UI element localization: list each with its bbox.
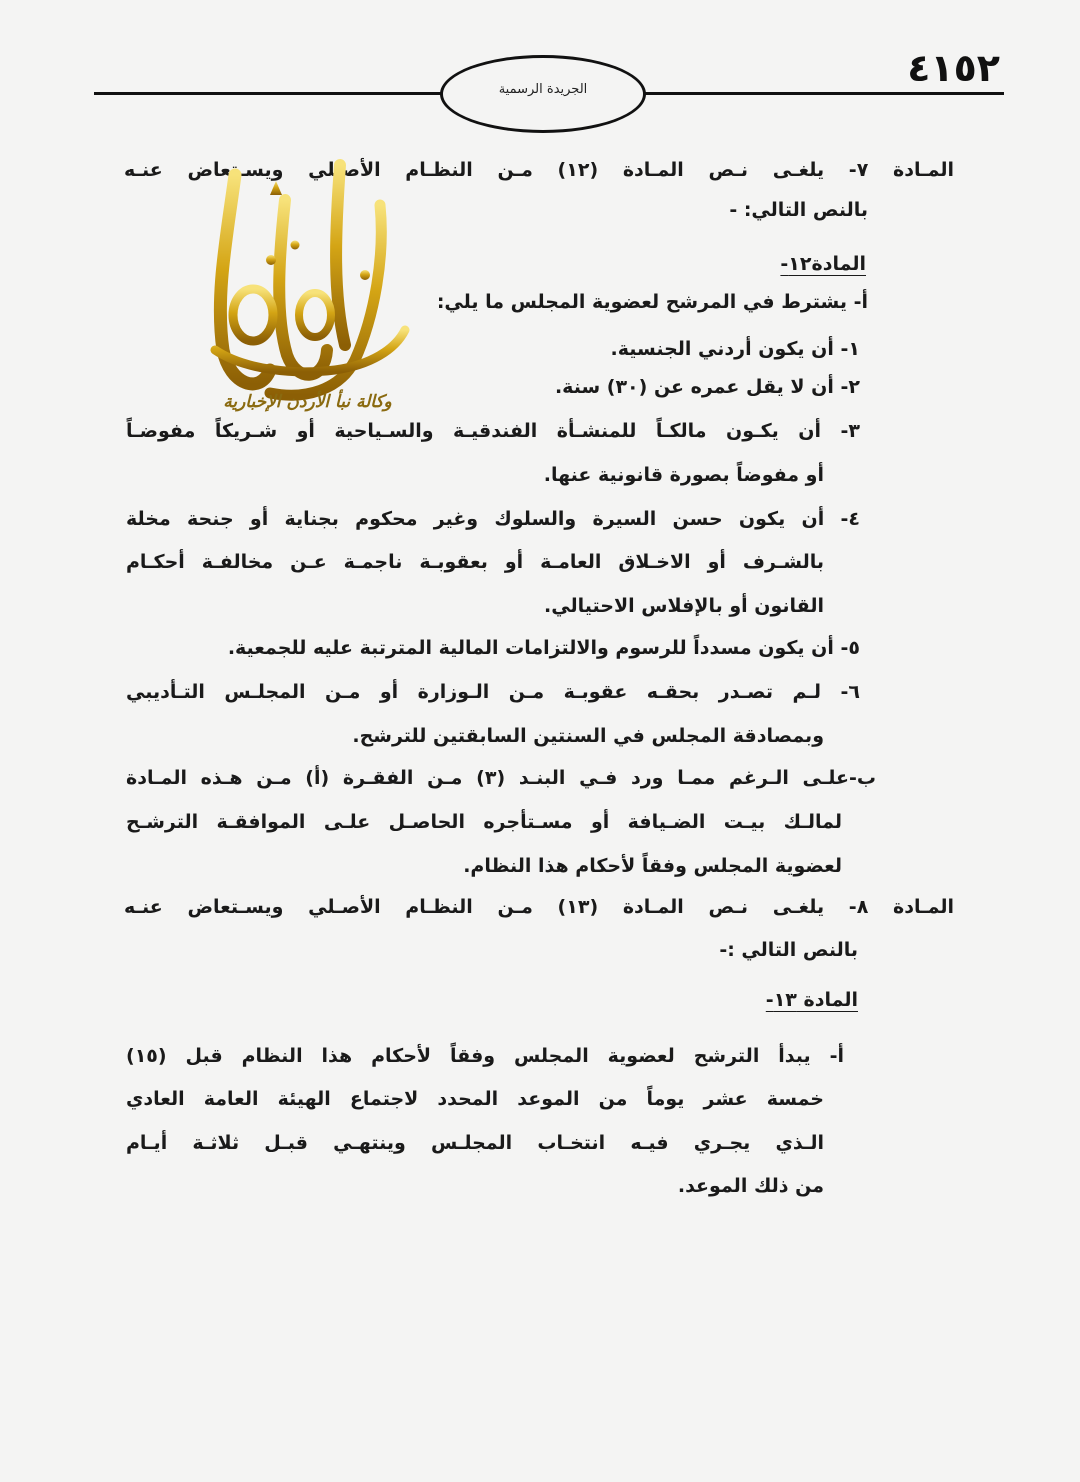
article13-item-a-line4: من ذلك الموعد.	[677, 1175, 824, 1197]
article12-item-4-line2: بالشـرف أو الاخـلاق العامـة أو بعقوبـة ناجمـة عـن مخالفـة أحكـام	[126, 551, 824, 573]
article12-item-b-line2: لمالـك بيـت الضـيافة أو مسـتأجره الحاصـل علـى الموافقـة الترشـح	[126, 811, 842, 833]
watermark-caption: وكالة نبأ الأردن الإخبارية	[223, 392, 392, 412]
article13-item-a-line2: خمسة عشر يوماً من الموعد المحدد لاجتماع الهيئة العامة العادي	[126, 1088, 824, 1110]
article13-item-a-line3: الـذي يجـري فيـه انتخـاب المجلـس وينتهـي قبـل ثلاثـة أيـام	[126, 1132, 824, 1154]
article12-item-4-line3: القانون أو بالإفلاس الاحتيالي.	[544, 595, 824, 617]
article13-item-a-line1: أ- يبدأ الترشح لعضوية المجلس وفقاً لأحكام هذا النظام قبل (١٥)	[126, 1045, 844, 1067]
article13-heading: المادة ١٣-	[765, 989, 858, 1011]
article12-item-6-line2: وبمصادقة المجلس في السنتين السابقتين للترشح.	[352, 725, 824, 747]
page-number: ٤١٥٢	[907, 46, 1000, 90]
article7-line2: بالنص التالي: -	[729, 199, 868, 221]
article8-line2: بالنص التالي :-	[719, 939, 858, 961]
article12-heading: المادة١٢-	[780, 253, 866, 275]
article12-item-b-line1: ب-علـى الـرغم ممـا ورد فـي البنـد (٣) مـن الفقـرة (أ) مـن هـذه المـادة	[126, 767, 876, 789]
gazette-emblem-oval	[440, 55, 646, 133]
article12-item-6-line1: ٦- لـم تصـدر بحقـه عقوبـة مـن الـوزارة أو مـن المجلـس التـأديبي	[126, 681, 860, 703]
gazette-label: الجريدة الرسمية	[498, 81, 588, 97]
article12-item-5: ٥- أن يكون مسدداً للرسوم والالتزامات المالية المترتبة عليه للجمعية.	[227, 637, 860, 659]
article12-item-3-line1: ٣- أن يكـون مالكـاً للمنشـأة الفندقيـة والسـياحية أو شـريكاً مفوضـاً	[126, 420, 860, 442]
article12-item-b-line3: لعضوية المجلس وفقاً لأحكام هذا النظام.	[463, 855, 842, 877]
article12-item-4-line1: ٤- أن يكون حسن السيرة والسلوك وغير محكوم بجناية أو جنحة مخلة	[126, 508, 860, 530]
article7-line1: المـادة ٧- يلغـى نـص المـادة (١٢) مـن النظـام الأصـلي ويسـتعاض عنـه	[124, 159, 954, 181]
article12-item-2: ٢- أن لا يقل عمره عن (٣٠) سنة.	[554, 376, 860, 398]
article8-line1: المـادة ٨- يلغـى نـص المـادة (١٣) مـن النظـام الأصـلي ويسـتعاض عنـه	[124, 896, 954, 918]
article12-item-3-line2: أو مفوضاً بصورة قانونية عنها.	[543, 464, 824, 486]
article12-item-a: أ- يشترط في المرشح لعضوية المجلس ما يلي:	[436, 291, 868, 313]
article12-item-1: ١- أن يكون أردني الجنسية.	[610, 338, 860, 360]
logo-text: الأردن نبأ	[298, 295, 302, 296]
